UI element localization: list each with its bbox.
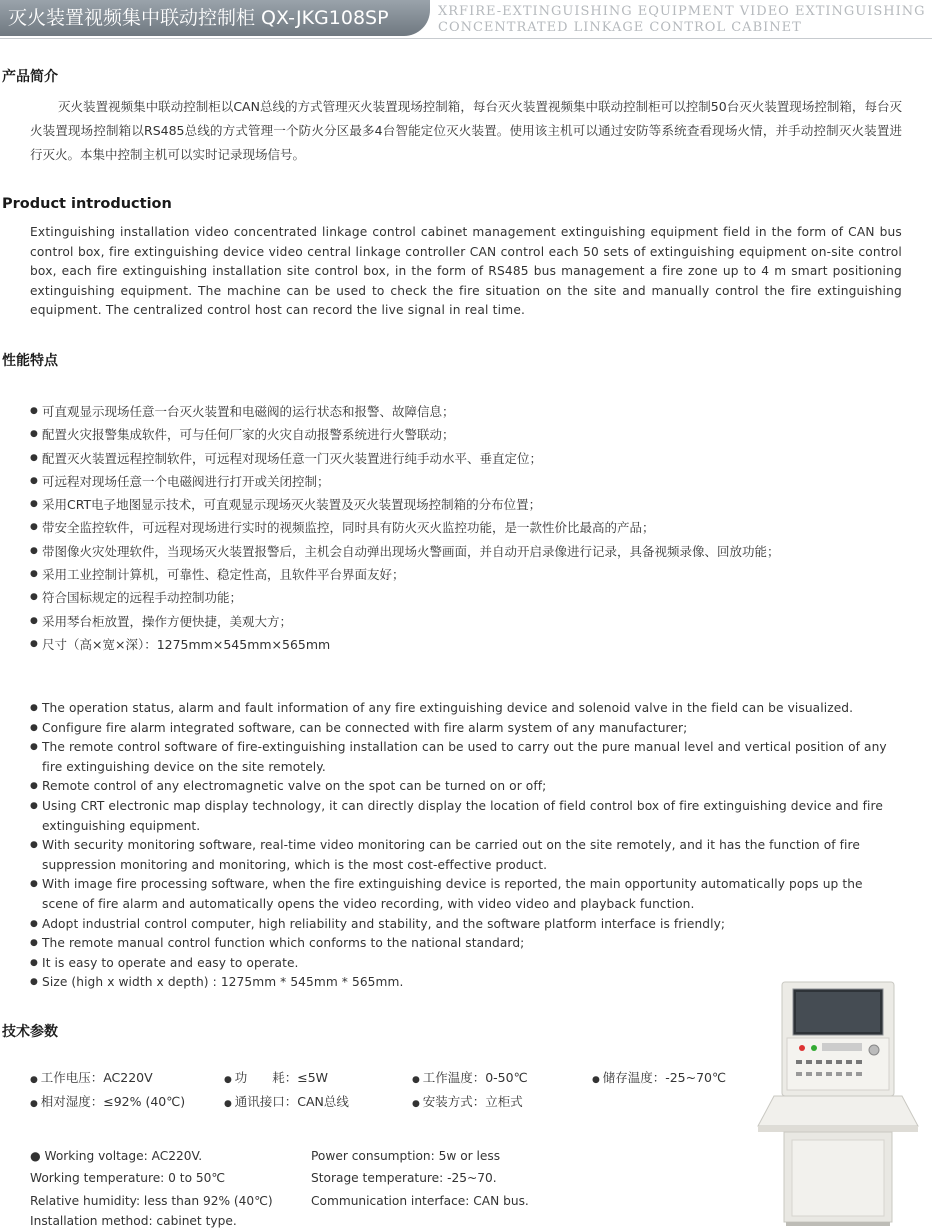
spec-install: ● 安装方式：立柜式 <box>412 1092 523 1110</box>
spec-en-interface: Communication interface: CAN bus. <box>311 1194 529 1208</box>
list-item: ● Adopt industrial control computer, high reliability and stability, and the software platform interface is friendly; <box>30 915 890 935</box>
section-title-features: 性能特点 <box>2 353 58 369</box>
list-item: ● 符合国标规定的远程手动控制功能； <box>30 586 910 609</box>
spec-en-install: Installation method: cabinet type. <box>30 1214 237 1228</box>
list-item: ● 采用CRT电子地图显示技术，可直观显示现场灭火装置及灭火装置现场控制箱的分布位置； <box>30 493 910 516</box>
list-item: ● 配置灭火装置远程控制软件，可远程对现场任意一门灭火装置进行纯手动水平、垂直定位； <box>30 447 910 470</box>
section-title-specs: 技术参数 <box>2 1024 58 1040</box>
list-item: ● Configure fire alarm integrated software, can be connected with fire alarm system of any manufacturer; <box>30 719 890 739</box>
spec-en-work-temp: Working temperature: 0 to 50℃ <box>30 1171 226 1185</box>
list-item: ● 尺寸（高×宽×深）：1275mm×545mm×565mm <box>30 633 910 656</box>
list-item: ● Size (high x width x depth) : 1275mm * 545mm * 565mm. <box>30 973 890 993</box>
list-item: ● Remote control of any electromagnetic valve on the spot can be turned on or off; <box>30 777 890 797</box>
header-english-title <box>438 4 928 36</box>
features-cn-list <box>30 400 910 656</box>
list-item: ● 配置火灾报警集成软件，可与任何厂家的火灾自动报警系统进行火警联动； <box>30 423 910 446</box>
list-item: ● 带图像火灾处理软件，当现场灭火装置报警后，主机会自动弹出现场火警画面，并自动开启录像进行记录，具备视频录像、回放功能； <box>30 540 910 563</box>
header-title: 灭火装置视频集中联动控制柜 QX-JKG108SP <box>0 0 430 36</box>
list-item: ● 采用工业控制计算机，可靠性、稳定性高，且软件平台界面友好； <box>30 563 910 586</box>
spec-en-power: Power consumption: 5w or less <box>311 1149 501 1163</box>
list-item: ● With image fire processing software, when the fire extinguishing device is reported, the main opportunity automatically pops up the scene of fire alarm and automatically opens the video recording, with video video and playback function. <box>30 875 890 914</box>
spec-interface: ● 通讯接口：CAN总线 <box>224 1092 349 1110</box>
intro-cn-text: 灭火装置视频集中联动控制柜以CAN总线的方式管理灭火装置现场控制箱，每台灭火装置视频集中联动控制柜可以控制50台灭火装置现场控制箱，每台灭火装置现场控制箱以RS485总线的方式管理一个防火分区最多4台智能定位灭火装置。使用该主机可以通过安防等系统查看现场火情，并手动控制灭火装置进行灭火。本集中控制主机可以实时记录现场信号。 <box>30 99 902 162</box>
spec-en-storage-temp: Storage temperature: -25~70. <box>311 1171 497 1185</box>
list-item: ● 带安全监控软件，可远程对现场进行实时的视频监控，同时具有防火灭火监控功能，是一款性价比最高的产品； <box>30 516 910 539</box>
spec-en-humidity: Relative humidity: less than 92% (40℃) <box>30 1194 273 1208</box>
list-item: ● With security monitoring software, real-time video monitoring can be carried out on the site remotely, and it has the function of fire suppression monitoring and monitoring, which is the most cost-effective product. <box>30 836 890 875</box>
features-en-list <box>30 699 890 993</box>
list-item: ● 采用琴台柜放置，操作方便快捷，美观大方； <box>30 610 910 633</box>
spec-work-temp: ● 工作温度：0-50℃ <box>412 1068 528 1086</box>
page-header <box>0 0 932 40</box>
section-title-intro-cn: 产品简介 <box>2 69 58 85</box>
header-divider <box>0 38 932 39</box>
spec-voltage: ● 工作电压：AC220V <box>30 1068 153 1086</box>
list-item: ● The remote control software of fire-extinguishing installation can be used to carry out the pure manual level and vertical position of any fire extinguishing device on the site remotely. <box>30 738 890 777</box>
control-cabinet-image <box>756 980 920 1226</box>
list-item: ● Using CRT electronic map display technology, it can directly display the location of field control box of fire extinguishing device and fire extinguishing equipment. <box>30 797 890 836</box>
list-item: ● It is easy to operate and easy to operate. <box>30 954 890 974</box>
spec-storage-temp: ● 储存温度：-25~70℃ <box>592 1068 726 1086</box>
header-english-line-2: CONCENTRATED LINKAGE CONTROL CABINET <box>438 20 802 35</box>
header-english-line-1: XRFIRE-EXTINGUISHING EQUIPMENT VIDEO EXTINGUISHING <box>438 4 926 19</box>
list-item: ● 可直观显示现场任意一台灭火装置和电磁阀的运行状态和报警、故障信息； <box>30 400 910 423</box>
intro-en-text: Extinguishing installation video concentrated linkage control cabinet management extinguishing equipment field in the form of CAN bus control box, fire extinguishing device video central linkage controller CAN control each 50 sets of extinguishing equipment on-site control box, each fire extinguishing installation site control box, in the form of RS485 bus management a fire zone up to 4 m smart positioning extinguishing equipment. The machine can be used to check the fire situation on the site and manually control the fire extinguishing equipment. The centralized control host can record the live signal in real time. <box>30 225 902 318</box>
list-item: ● The remote manual control function which conforms to the national standard; <box>30 934 890 954</box>
spec-humidity: ● 相对湿度：≤92% (40℃) <box>30 1092 185 1110</box>
spec-en-voltage: ● Working voltage: AC220V. <box>30 1149 203 1163</box>
list-item: ● The operation status, alarm and fault information of any fire extinguishing device and solenoid valve in the field can be visualized. <box>30 699 890 719</box>
spec-power: ● 功 耗：≤5W <box>224 1068 328 1086</box>
list-item: ● 可远程对现场任意一个电磁阀进行打开或关闭控制； <box>30 470 910 493</box>
section-title-intro-en: Product introduction <box>2 196 172 212</box>
